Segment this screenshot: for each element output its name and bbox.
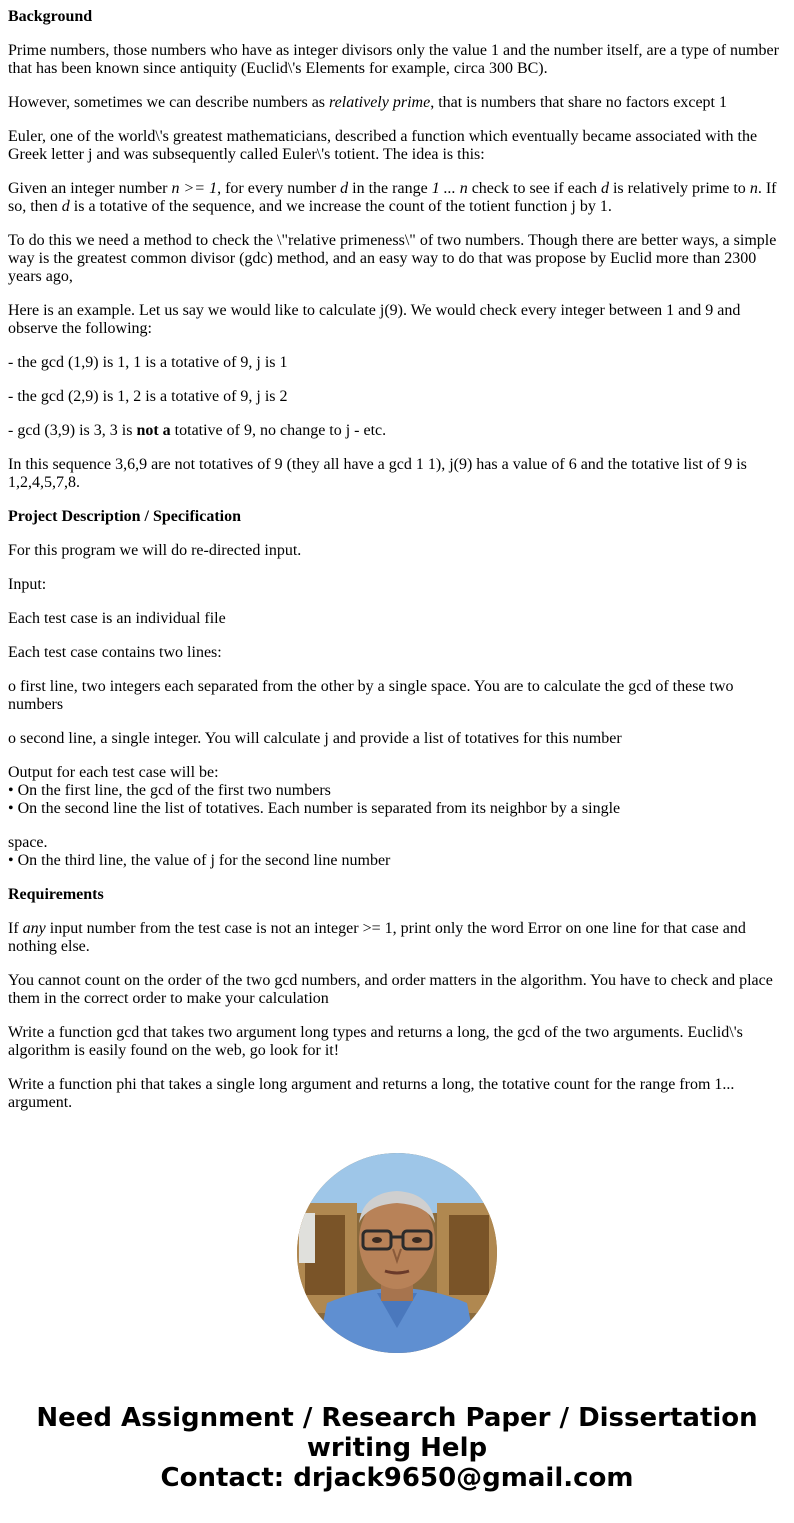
requirement-3: Write a function gcd that takes two argument long types and returns a long, the gcd of the two arguments. Euclid\'s algorithm is easily found on the web, go look for it! [8, 1024, 743, 1059]
project-paragraph-1: For this program we will do re-directed input. [8, 542, 302, 559]
background-paragraph-5: To do this we need a method to check the \"relative primeness\" of two numbers. Though there are better ways, a simple way is the greatest common divisor (gdc) method, and an easy way to do that was propose by Euclid more than 2300 years ago, [8, 232, 777, 285]
output-line-4: space. [8, 834, 48, 851]
promo-line-2: writing Help [306, 1433, 488, 1463]
project-paragraph-5: o first line, two integers each separated from the other by a single space. You are to calculate the gcd of these two numbers [8, 678, 734, 713]
requirements-heading: Requirements [8, 886, 104, 903]
background-paragraph-4: Given an integer number n >= 1, for every number d in the range 1 ... n check to see if each d is relatively prime to n. If so, then d is a totative of the sequence, and we increase the count of the totient function j by 1. [8, 180, 777, 215]
example-line-3: - gcd (3,9) is 3, 3 is not a totative of 9, no change to j - etc. [8, 422, 387, 439]
example-line-1: - the gcd (1,9) is 1, 1 is a totative of 9, j is 1 [8, 354, 288, 371]
project-heading: Project Description / Specification [8, 508, 241, 525]
background-paragraph-1: Prime numbers, those numbers who have as integer divisors only the value 1 and the number itself, are a type of number that has been known since antiquity (Euclid\'s Elements for example, circa 300 BC). [8, 42, 779, 77]
promo-line-1: Need Assignment / Research Paper / Dissertation [36, 1403, 758, 1433]
background-paragraph-7: In this sequence 3,6,9 are not totatives of 9 (they all have a gcd 1 1), j(9) has a value of 6 and the totative list of 9 is 1,2,4,5,7,8. [8, 456, 747, 491]
promo-footer [0, 1403, 794, 1493]
requirement-2: You cannot count on the order of the two gcd numbers, and order matters in the algorithm. You have to check and place them in the correct order to make your calculation [8, 972, 773, 1007]
output-line-3: • On the second line the list of totatives. Each number is separated from its neighbor by a single [8, 800, 621, 817]
output-line-2: • On the first line, the gcd of the first two numbers [8, 782, 331, 799]
avatar-portrait-illustration [297, 1153, 497, 1353]
project-paragraph-4: Each test case contains two lines: [8, 644, 222, 661]
background-heading: Background [8, 8, 93, 25]
project-paragraph-6: o second line, a single integer. You will calculate j and provide a list of totatives for this number [8, 730, 622, 747]
output-line-5: • On the third line, the value of j for the second line number [8, 852, 391, 869]
background-paragraph-6: Here is an example. Let us say we would like to calculate j(9). We would check every integer between 1 and 9 and observe the following: [8, 302, 741, 337]
example-line-2: - the gcd (2,9) is 1, 2 is a totative of 9, j is 2 [8, 388, 288, 405]
promo-contact-line: Contact: drjack9650@gmail.com [160, 1463, 634, 1493]
document-body [8, 8, 784, 1128]
background-paragraph-3: Euler, one of the world\'s greatest mathematicians, described a function which eventually became associated with the Greek letter j and was subsequently called Euler\'s totient. The idea is this: [8, 128, 758, 163]
requirement-4: Write a function phi that takes a single long argument and returns a long, the totative count for the range from 1... argument. [8, 1076, 735, 1111]
background-paragraph-2: However, sometimes we can describe numbers as relatively prime, that is numbers that share no factors except 1 [8, 94, 727, 111]
project-paragraph-2: Input: [8, 576, 47, 593]
requirement-1: If any input number from the test case is not an integer >= 1, print only the word Error on one line for that case and nothing else. [8, 920, 746, 955]
output-line-1: Output for each test case will be: [8, 764, 219, 781]
project-paragraph-3: Each test case is an individual file [8, 610, 226, 627]
author-avatar [297, 1153, 497, 1353]
